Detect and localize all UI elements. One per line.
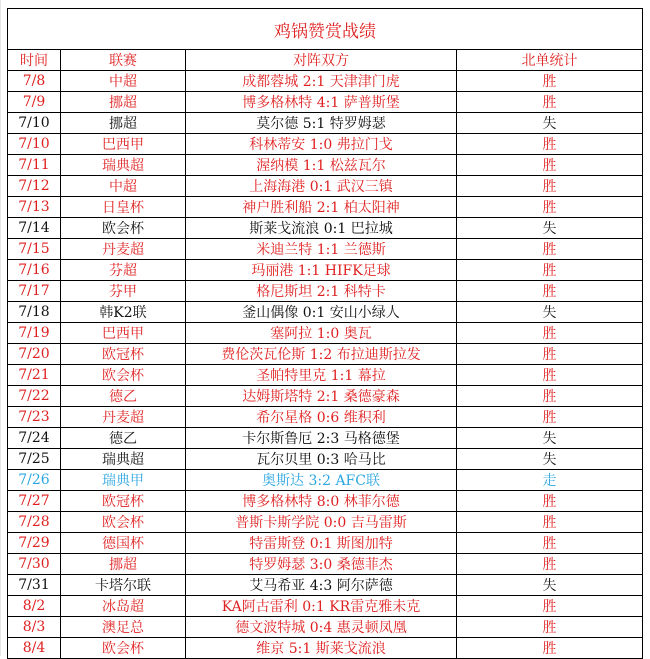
cell-result: 胜 xyxy=(457,92,643,113)
cell-match: 特罗姆瑟 3:0 桑德菲杰 xyxy=(186,554,457,575)
table-row xyxy=(8,617,643,638)
cell-date: 8/2 xyxy=(8,596,61,617)
cell-league: 瑞典甲 xyxy=(61,470,186,491)
cell-league: 欧会杯 xyxy=(61,512,186,533)
cell-league: 德国杯 xyxy=(61,533,186,554)
table-row xyxy=(8,554,643,575)
header-league: 联赛 xyxy=(61,50,186,71)
table-row xyxy=(8,197,643,218)
cell-result: 胜 xyxy=(457,512,643,533)
header-result: 北单统计 xyxy=(457,50,643,71)
cell-result: 胜 xyxy=(457,281,643,302)
cell-match: 博多格林特 4:1 萨普斯堡 xyxy=(186,92,457,113)
cell-match: KA阿古雷利 0:1 KR雷克雅未克 xyxy=(186,596,457,617)
table-row xyxy=(8,113,643,134)
cell-result: 胜 xyxy=(457,596,643,617)
cell-date: 7/31 xyxy=(8,575,61,596)
cell-league: 欧会杯 xyxy=(61,365,186,386)
cell-league: 瑞典超 xyxy=(61,155,186,176)
table-row xyxy=(8,71,643,92)
cell-league: 挪超 xyxy=(61,92,186,113)
cell-date: 7/29 xyxy=(8,533,61,554)
cell-result: 胜 xyxy=(457,617,643,638)
cell-league: 巴西甲 xyxy=(61,323,186,344)
cell-match: 科林蒂安 1:0 弗拉门戈 xyxy=(186,134,457,155)
cell-league: 丹麦超 xyxy=(61,407,186,428)
cell-match: 费伦茨瓦伦斯 1:2 布拉迪斯拉发 xyxy=(186,344,457,365)
cell-date: 7/24 xyxy=(8,428,61,449)
table-row xyxy=(8,449,643,470)
table-row xyxy=(8,218,643,239)
cell-match: 渥纳模 1:1 松兹瓦尔 xyxy=(186,155,457,176)
cell-date: 7/23 xyxy=(8,407,61,428)
cell-league: 中超 xyxy=(61,176,186,197)
cell-result: 胜 xyxy=(457,638,643,659)
cell-match: 艾马希亚 4:3 阿尔萨德 xyxy=(186,575,457,596)
table-row xyxy=(8,491,643,512)
cell-date: 7/20 xyxy=(8,344,61,365)
cell-match: 玛丽港 1:1 HIFK足球 xyxy=(186,260,457,281)
cell-result: 胜 xyxy=(457,197,643,218)
cell-league: 中超 xyxy=(61,71,186,92)
cell-league: 德乙 xyxy=(61,428,186,449)
cell-league: 挪超 xyxy=(61,554,186,575)
cell-date: 7/25 xyxy=(8,449,61,470)
table-row xyxy=(8,239,643,260)
cell-result: 胜 xyxy=(457,386,643,407)
cell-result: 失 xyxy=(457,302,643,323)
cell-match: 达姆斯塔特 2:1 桑德豪森 xyxy=(186,386,457,407)
cell-date: 7/27 xyxy=(8,491,61,512)
cell-date: 7/11 xyxy=(8,155,61,176)
cell-league: 瑞典超 xyxy=(61,449,186,470)
cell-league: 德乙 xyxy=(61,386,186,407)
cell-date: 7/12 xyxy=(8,176,61,197)
cell-date: 8/4 xyxy=(8,638,61,659)
cell-match: 希尔星格 0:6 维积利 xyxy=(186,407,457,428)
cell-league: 巴西甲 xyxy=(61,134,186,155)
cell-result: 胜 xyxy=(457,491,643,512)
table-row xyxy=(8,638,643,659)
results-table xyxy=(7,8,643,659)
cell-match: 塞阿拉 1:0 奥瓦 xyxy=(186,323,457,344)
table-row xyxy=(8,365,643,386)
cell-result: 失 xyxy=(457,113,643,134)
cell-match: 成都蓉城 2:1 天津津门虎 xyxy=(186,71,457,92)
cell-match: 卡尔斯鲁厄 2:3 马格德堡 xyxy=(186,428,457,449)
cell-result: 胜 xyxy=(457,344,643,365)
cell-league: 芬甲 xyxy=(61,281,186,302)
results-body xyxy=(8,71,643,659)
cell-league: 卡塔尔联 xyxy=(61,575,186,596)
table-row xyxy=(8,302,643,323)
cell-date: 7/10 xyxy=(8,134,61,155)
cell-result: 胜 xyxy=(457,260,643,281)
cell-date: 7/16 xyxy=(8,260,61,281)
cell-date: 7/28 xyxy=(8,512,61,533)
table-title: 鸡锅赞赏战绩 xyxy=(8,9,643,50)
table-row xyxy=(8,575,643,596)
cell-match: 维京 5:1 斯莱戈流浪 xyxy=(186,638,457,659)
cell-result: 走 xyxy=(457,470,643,491)
cell-league: 韩K2联 xyxy=(61,302,186,323)
cell-result: 胜 xyxy=(457,71,643,92)
cell-date: 7/22 xyxy=(8,386,61,407)
cell-result: 失 xyxy=(457,218,643,239)
cell-result: 胜 xyxy=(457,239,643,260)
table-row xyxy=(8,428,643,449)
cell-result: 胜 xyxy=(457,176,643,197)
table-row xyxy=(8,176,643,197)
cell-league: 欧冠杯 xyxy=(61,491,186,512)
cell-league: 欧冠杯 xyxy=(61,344,186,365)
cell-result: 胜 xyxy=(457,134,643,155)
cell-match: 格尼斯坦 2:1 科特卡 xyxy=(186,281,457,302)
cell-league: 丹麦超 xyxy=(61,239,186,260)
cell-result: 胜 xyxy=(457,155,643,176)
table-row xyxy=(8,533,643,554)
cell-date: 7/9 xyxy=(8,92,61,113)
cell-match: 神户胜利船 2:1 柏太阳神 xyxy=(186,197,457,218)
cell-league: 冰岛超 xyxy=(61,596,186,617)
header-match: 对阵双方 xyxy=(186,50,457,71)
cell-date: 7/10 xyxy=(8,113,61,134)
table-row xyxy=(8,323,643,344)
cell-result: 失 xyxy=(457,449,643,470)
cell-result: 胜 xyxy=(457,365,643,386)
header-row xyxy=(8,50,643,71)
table-row xyxy=(8,344,643,365)
cell-date: 7/19 xyxy=(8,323,61,344)
cell-date: 8/3 xyxy=(8,617,61,638)
cell-date: 7/21 xyxy=(8,365,61,386)
cell-league: 日皇杯 xyxy=(61,197,186,218)
cell-date: 7/18 xyxy=(8,302,61,323)
cell-result: 胜 xyxy=(457,533,643,554)
cell-result: 失 xyxy=(457,575,643,596)
cell-date: 7/17 xyxy=(8,281,61,302)
cell-league: 芬超 xyxy=(61,260,186,281)
cell-match: 瓦尔贝里 0:3 哈马比 xyxy=(186,449,457,470)
cell-result: 胜 xyxy=(457,323,643,344)
table-row xyxy=(8,386,643,407)
cell-match: 德文波特城 0:4 惠灵顿凤凰 xyxy=(186,617,457,638)
cell-league: 澳足总 xyxy=(61,617,186,638)
cell-date: 7/30 xyxy=(8,554,61,575)
cell-match: 奥斯达 3:2 AFC联 xyxy=(186,470,457,491)
cell-match: 圣帕特里克 1:1 幕拉 xyxy=(186,365,457,386)
cell-match: 上海海港 0:1 武汉三镇 xyxy=(186,176,457,197)
cell-date: 7/26 xyxy=(8,470,61,491)
cell-league: 挪超 xyxy=(61,113,186,134)
cell-match: 特雷斯登 0:1 斯图加特 xyxy=(186,533,457,554)
cell-result: 失 xyxy=(457,428,643,449)
cell-date: 7/14 xyxy=(8,218,61,239)
cell-match: 米迪兰特 1:1 兰德斯 xyxy=(186,239,457,260)
table-row xyxy=(8,512,643,533)
table-row xyxy=(8,260,643,281)
table-row xyxy=(8,92,643,113)
header-time: 时间 xyxy=(8,50,61,71)
cell-match: 博多格林特 8:0 林菲尔德 xyxy=(186,491,457,512)
cell-league: 欧会杯 xyxy=(61,638,186,659)
cell-date: 7/13 xyxy=(8,197,61,218)
table-row xyxy=(8,281,643,302)
cell-match: 斯莱戈流浪 0:1 巴拉城 xyxy=(186,218,457,239)
table-row xyxy=(8,470,643,491)
cell-result: 胜 xyxy=(457,407,643,428)
cell-date: 7/8 xyxy=(8,71,61,92)
cell-match: 釜山偶像 0:1 安山小绿人 xyxy=(186,302,457,323)
cell-match: 莫尔德 5:1 特罗姆瑟 xyxy=(186,113,457,134)
table-row xyxy=(8,155,643,176)
cell-date: 7/15 xyxy=(8,239,61,260)
table-row xyxy=(8,596,643,617)
cell-result: 胜 xyxy=(457,554,643,575)
cell-match: 普斯卡斯学院 0:0 吉马雷斯 xyxy=(186,512,457,533)
cell-league: 欧会杯 xyxy=(61,218,186,239)
table-row xyxy=(8,134,643,155)
table-row xyxy=(8,407,643,428)
